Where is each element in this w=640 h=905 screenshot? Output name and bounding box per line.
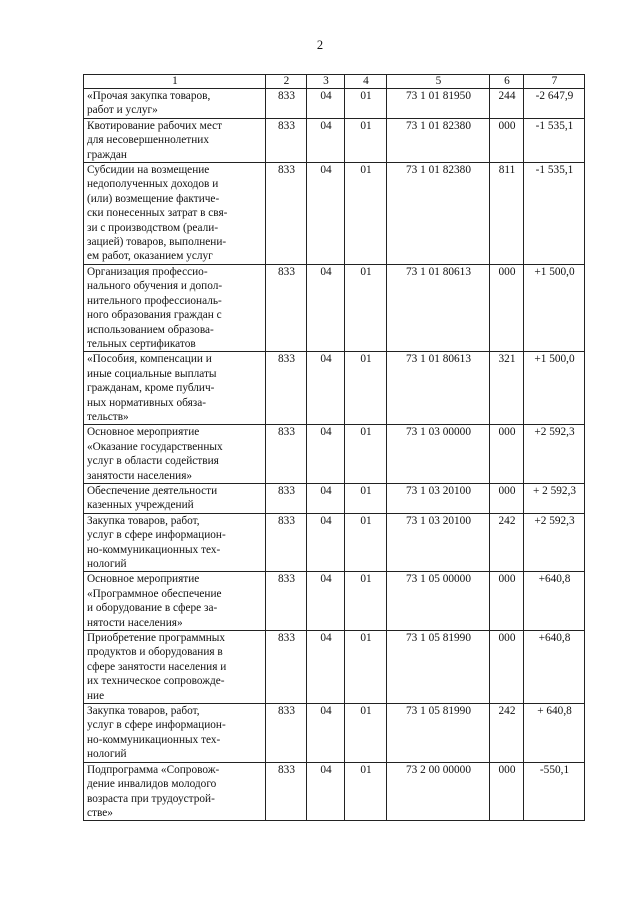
table-row: [84, 264, 585, 351]
cell: 833: [266, 163, 307, 265]
cell: 811: [490, 163, 524, 265]
cell: 73 1 05 81990: [387, 631, 490, 704]
table-row: [84, 513, 585, 572]
cell: 000: [490, 264, 524, 351]
cell: 73 1 01 82380: [387, 163, 490, 265]
item-name-cell: Субсидии на возмещение недополученных доходов и (или) возмещение фактиче- ски понесенных затрат в свя- зи с производством (реали- зацией) товаров, выполнени- ем работ, оказанием услуг: [84, 163, 266, 265]
cell: 01: [345, 704, 387, 763]
table-row: [84, 572, 585, 631]
cell: 73 2 00 00000: [387, 762, 490, 821]
budget-table: [83, 74, 585, 821]
table-row: [84, 631, 585, 704]
page-number: 2: [316, 38, 324, 52]
column-header: 3: [307, 75, 345, 89]
column-header: 1: [84, 75, 266, 89]
item-name-cell: Приобретение программных продуктов и оборудования в сфере занятости населения и их техническое сопровожде- ние: [84, 631, 266, 704]
cell: 244: [490, 89, 524, 119]
cell: 000: [490, 118, 524, 162]
table-header-row: [84, 75, 585, 89]
cell: 04: [307, 264, 345, 351]
cell: 01: [345, 118, 387, 162]
cell: 242: [490, 513, 524, 572]
cell: 833: [266, 704, 307, 763]
table-row: [84, 163, 585, 265]
table-row: [84, 89, 585, 119]
cell: 04: [307, 89, 345, 119]
item-name-cell: Закупка товаров, работ, услуг в сфере информацион- но-коммуникационных тех- нологий: [84, 704, 266, 763]
cell: 73 1 01 80613: [387, 264, 490, 351]
cell: 73 1 01 80613: [387, 352, 490, 425]
cell: 000: [490, 762, 524, 821]
table-row: [84, 352, 585, 425]
cell: 04: [307, 425, 345, 484]
cell: 833: [266, 264, 307, 351]
cell: 04: [307, 513, 345, 572]
cell: 73 1 03 20100: [387, 513, 490, 572]
column-header: 6: [490, 75, 524, 89]
cell: 01: [345, 264, 387, 351]
cell: 000: [490, 572, 524, 631]
cell: 01: [345, 352, 387, 425]
cell: 833: [266, 572, 307, 631]
cell: 73 1 01 81950: [387, 89, 490, 119]
cell: 73 1 03 20100: [387, 483, 490, 513]
cell: 833: [266, 513, 307, 572]
cell: 73 1 01 82380: [387, 118, 490, 162]
column-header: 4: [345, 75, 387, 89]
amount-cell: +2 592,3: [524, 425, 585, 484]
column-header: 7: [524, 75, 585, 89]
amount-cell: +640,8: [524, 631, 585, 704]
cell: 833: [266, 352, 307, 425]
amount-cell: +2 592,3: [524, 513, 585, 572]
amount-cell: +640,8: [524, 572, 585, 631]
table-row: [84, 704, 585, 763]
item-name-cell: Квотирование рабочих мест для несовершеннолетних граждан: [84, 118, 266, 162]
amount-cell: + 2 592,3: [524, 483, 585, 513]
item-name-cell: Организация профессио- нального обучения и допол- нительного профессиональ- ного образования граждан с использованием образова- тельных сертификатов: [84, 264, 266, 351]
table-row: [84, 762, 585, 821]
item-name-cell: «Прочая закупка товаров, работ и услуг»: [84, 89, 266, 119]
item-name-cell: Основное мероприятие «Программное обеспечение и оборудование в сфере за- нятости населения»: [84, 572, 266, 631]
amount-cell: -2 647,9: [524, 89, 585, 119]
item-name-cell: «Пособия, компенсации и иные социальные выплаты гражданам, кроме публич- ных нормативных обяза- тельств»: [84, 352, 266, 425]
cell: 04: [307, 163, 345, 265]
table-row: [84, 425, 585, 484]
amount-cell: +1 500,0: [524, 352, 585, 425]
cell: 04: [307, 704, 345, 763]
cell: 000: [490, 631, 524, 704]
cell: 01: [345, 163, 387, 265]
cell: 321: [490, 352, 524, 425]
cell: 01: [345, 89, 387, 119]
item-name-cell: Основное мероприятие «Оказание государственных услуг в области содействия занятости населения»: [84, 425, 266, 484]
table-row: [84, 483, 585, 513]
amount-cell: + 640,8: [524, 704, 585, 763]
item-name-cell: Подпрограмма «Сопровож- дение инвалидов молодого возраста при трудоустрой- стве»: [84, 762, 266, 821]
amount-cell: -550,1: [524, 762, 585, 821]
item-name-cell: Закупка товаров, работ, услуг в сфере информацион- но-коммуникационных тех- нологий: [84, 513, 266, 572]
amount-cell: +1 500,0: [524, 264, 585, 351]
cell: 01: [345, 425, 387, 484]
cell: 01: [345, 483, 387, 513]
cell: 833: [266, 483, 307, 513]
cell: 04: [307, 118, 345, 162]
cell: 833: [266, 425, 307, 484]
cell: 73 1 05 00000: [387, 572, 490, 631]
cell: 01: [345, 631, 387, 704]
cell: 04: [307, 631, 345, 704]
cell: 01: [345, 762, 387, 821]
column-header: 2: [266, 75, 307, 89]
cell: 833: [266, 118, 307, 162]
cell: 04: [307, 352, 345, 425]
column-header: 5: [387, 75, 490, 89]
cell: 73 1 05 81990: [387, 704, 490, 763]
cell: 833: [266, 631, 307, 704]
cell: 242: [490, 704, 524, 763]
cell: 01: [345, 513, 387, 572]
cell: 01: [345, 572, 387, 631]
amount-cell: -1 535,1: [524, 118, 585, 162]
cell: 04: [307, 483, 345, 513]
cell: 04: [307, 572, 345, 631]
item-name-cell: Обеспечение деятельности казенных учреждений: [84, 483, 266, 513]
cell: 833: [266, 89, 307, 119]
cell: 000: [490, 483, 524, 513]
table-row: [84, 118, 585, 162]
cell: 73 1 03 00000: [387, 425, 490, 484]
amount-cell: -1 535,1: [524, 163, 585, 265]
cell: 000: [490, 425, 524, 484]
cell: 04: [307, 762, 345, 821]
cell: 833: [266, 762, 307, 821]
